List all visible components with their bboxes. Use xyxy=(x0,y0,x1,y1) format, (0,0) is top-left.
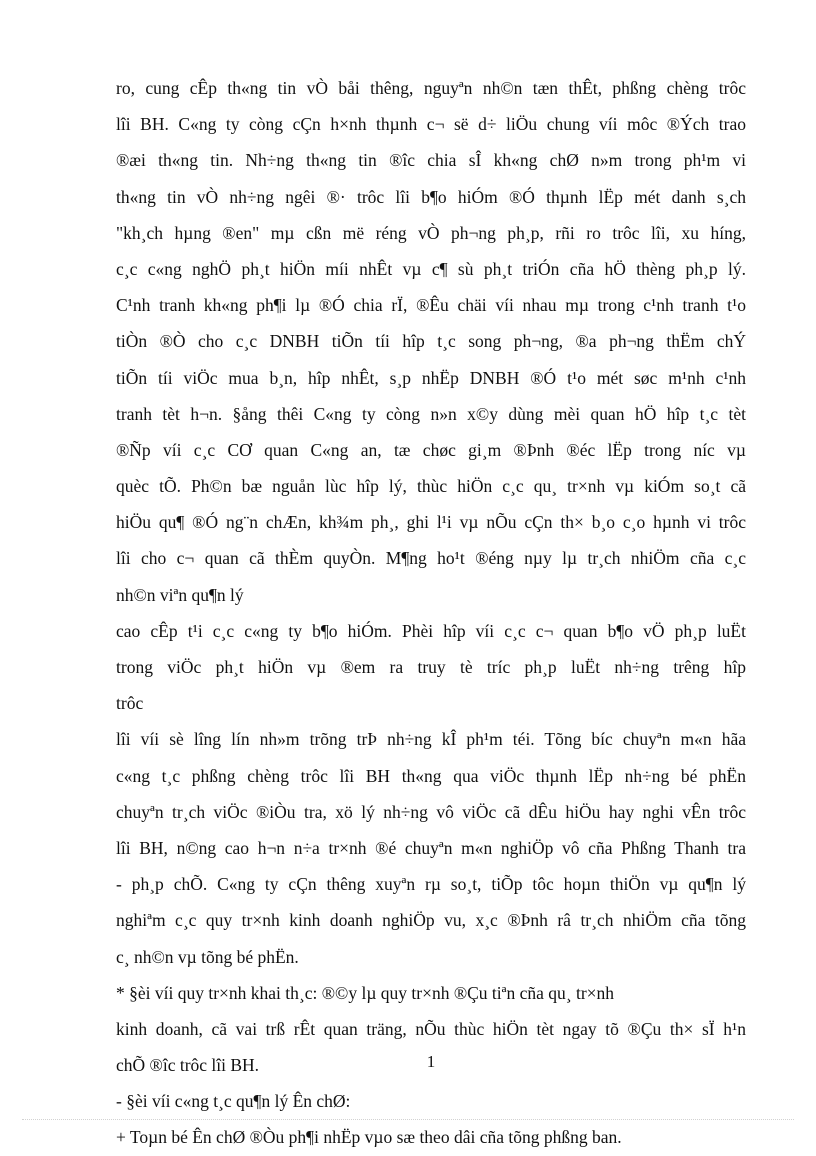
text-line: lîi víi sè lîng lín nh»m trõng trÞ nh÷ng kÎ ph¹m téi. Tõng bíc chuyªn m«n hãa xyxy=(116,729,746,750)
text-line: ®æi th«ng tin. Nh÷ng th«ng tin ®îc chia sÎ kh«ng chØ n»m trong ph¹m vi xyxy=(116,150,746,171)
page-bottom-divider xyxy=(22,1119,794,1120)
text-line: quèc tÕ. Ph©n bæ nguån lùc hîp lý, thùc hiÖn c¸c qu¸ tr×nh vµ kiÓm so¸t cã xyxy=(116,476,746,497)
text-line: tiÒn ®Ò cho c¸c DNBH tiÕn tíi hîp t¸c song ph¬ng, ®a ph¬ng thËm chÝ xyxy=(116,331,746,352)
text-line: "kh¸ch hµng ®en" mµ cßn më réng vÒ ph¬ng ph¸p, rñi ro trôc lîi, xu híng, xyxy=(116,222,746,243)
text-line: tranh tèt h¬n. §ång thêi C«ng ty còng n»n x©y dùng mèi quan hÖ hîp t¸c tèt xyxy=(116,403,746,424)
text-line: tiÕn tíi viÖc mua b¸n, hîp nhÊt, s¸p nhËp DNBH ®Ó t¹o mét søc m¹nh c¹nh xyxy=(116,367,746,388)
text-line: cao cÊp t¹i c¸c c«ng ty b¶o hiÓm. Phèi hîp víi c¸c c¬ quan b¶o vÖ ph¸p luËt xyxy=(116,620,746,641)
text-line: trong viÖc ph¸t hiÖn vµ ®em ra truy tè tríc ph¸p luËt nh÷ng trêng hîp xyxy=(116,657,746,677)
page-number: 1 xyxy=(426,1052,436,1071)
body-text xyxy=(116,70,746,1156)
text-line: lîi cho c¬ quan cã thÈm quyÒn. M¶ng ho¹t ®éng nµy lµ tr¸ch nhiÖm cña c¸c xyxy=(116,548,746,569)
text-line: - §èi víi c«ng t¸c qu¶n lý Ên chØ: xyxy=(116,1091,351,1112)
text-line: kinh doanh, cã vai trß rÊt quan träng, nÕu thùc hiÖn tèt ngay tõ ®Çu th× sÏ h¹n xyxy=(116,1018,746,1039)
text-line: * §èi víi quy tr×nh khai th¸c: ®©y lµ quy tr×nh ®Çu tiªn cña qu¸ tr×nh xyxy=(116,982,615,1003)
text-line: C¹nh tranh kh«ng ph¶i lµ ®Ó chia rÏ, ®Êu chäi víi nhau mµ trong c¹nh tranh t¹o xyxy=(116,295,746,316)
text-line: trôc xyxy=(116,693,144,714)
text-line: th«ng tin vÒ nh÷ng ngêi ®· trôc lîi b¶o hiÓm ®Ó thµnh lËp mét danh s¸ch xyxy=(116,186,746,207)
text-line: + Toµn bé Ên chØ ®Òu ph¶i nhËp vµo sæ theo dâi cña tõng phßng ban. xyxy=(116,1127,622,1148)
text-line: lîi BH, n©ng cao h¬n n÷a tr×nh ®é chuyªn m«n nghiÖp vô cña Phßng Thanh tra xyxy=(116,837,746,858)
text-line: ®Ñp víi c¸c CƠ quan C«ng an, tæ chøc gi¸m ®Þnh ®éc lËp trong níc vµ xyxy=(116,439,746,460)
text-line: hiÖu qu¶ ®Ó ng¨n chÆn, kh¾m ph¸, ghi l¹i vµ nÕu cÇn th× b¸o c¸o hµnh vi trôc xyxy=(116,512,746,533)
text-line: c¸c c«ng nghÖ ph¸t hiÖn míi nhÊt vµ c¶ sù ph¸t triÓn cña hÖ thèng ph¸p lý. xyxy=(116,258,746,279)
text-line: chuyªn tr¸ch viÖc ®iÒu tra, xö lý nh÷ng vô viÖc cã dÊu hiÖu hay nghi vÊn trôc xyxy=(116,801,746,822)
text-line: nghiªm c¸c quy tr×nh kinh doanh nghiÖp vu, x¸c ®Þnh râ tr¸ch nhiÖm cña tõng xyxy=(116,910,746,931)
text-line: c«ng t¸c phßng chèng trôc lîi BH th«ng qua viÖc thµnh lËp nh÷ng bé phËn xyxy=(116,765,746,786)
text-line: c¸ nh©n vµ tõng bé phËn. xyxy=(116,946,299,967)
text-line: lîi BH. C«ng ty còng cÇn h×nh thµnh c¬ së d÷ liÖu chung víi môc ®Ých trao xyxy=(116,114,746,135)
text-line: nh©n viªn qu¶n lý xyxy=(116,584,244,605)
text-line: - ph¸p chÕ. C«ng ty cÇn thêng xuyªn rµ so¸t, tiÕp tôc hoµn thiÖn vµ qu¶n lý xyxy=(116,874,746,895)
text-line: chÕ ®îc trôc lîi BH. xyxy=(116,1055,260,1076)
text-line: ro, cung cÊp th«ng tin vÒ båi thêng, nguyªn nh©n tæn thÊt, phßng chèng trôc xyxy=(116,78,746,98)
